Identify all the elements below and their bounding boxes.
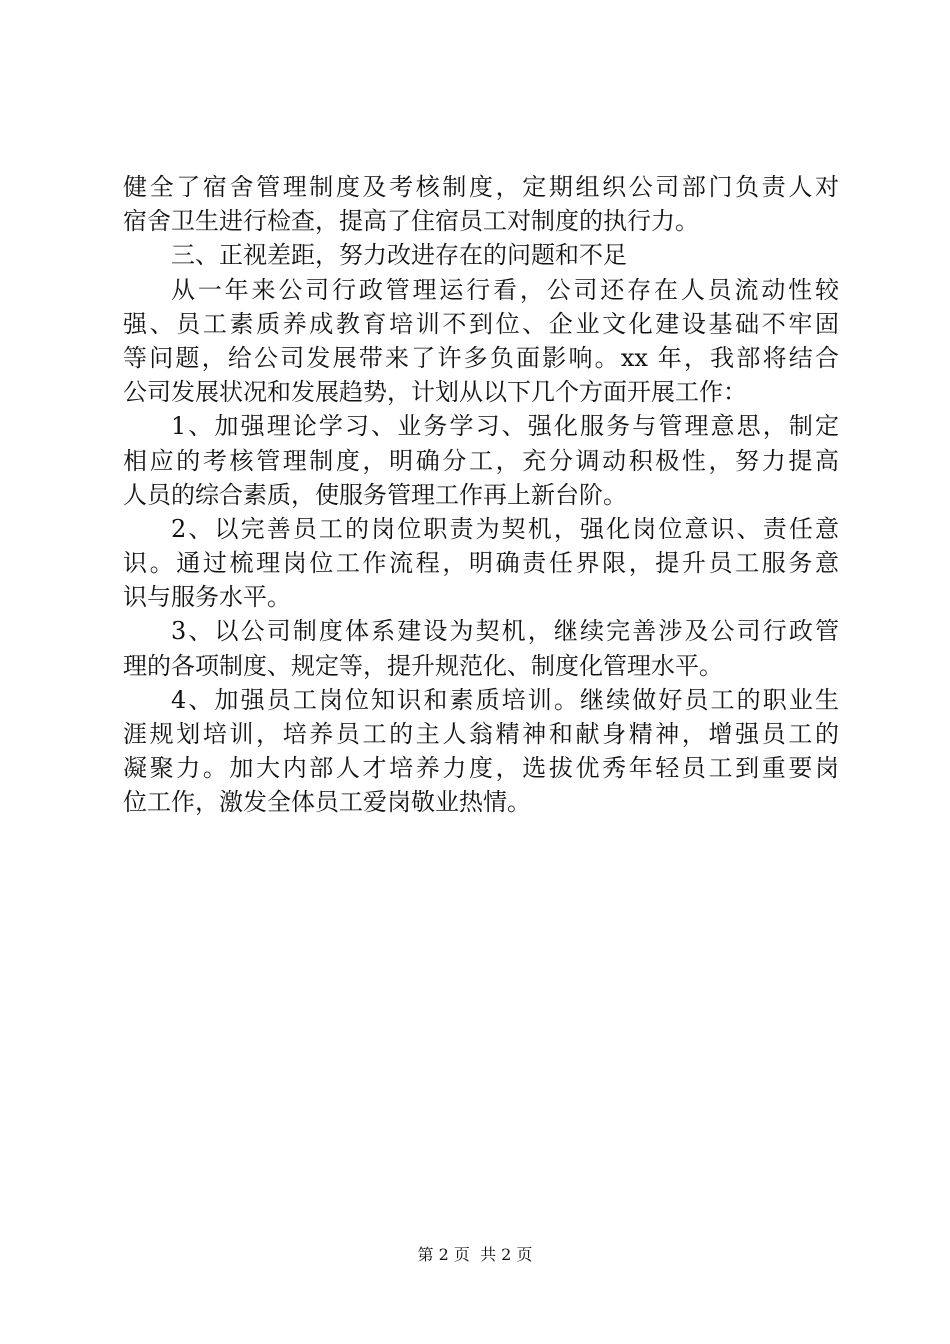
section-heading: 三、正视差距，努力改进存在的问题和不足 [171,241,627,270]
paragraph-line: 等问题，给公司发展带来了许多负面影响。xx 年，我部将结合 [123,343,839,372]
paragraph-line: 健全了宿舍管理制度及考核制度，定期组织公司部门负责人对 [123,173,839,201]
page-number: 第 2 页 共 2 页 [417,1245,533,1264]
paragraph-line: 从一年来公司行政管理运行看，公司还存在人员流动性较 [171,275,839,304]
paragraph-line: 人员的综合素质，使服务管理工作再上新台阶。 [123,480,627,509]
paragraph-line: 位工作，激发全体员工爱岗敬业热情。 [123,788,531,817]
page-footer [0,1244,950,1266]
document-body [123,170,839,820]
paragraph-line: 涯规划培训，培养员工的主人翁精神和献身精神，增强员工的 [123,720,839,748]
paragraph-line: 识与服务水平。 [123,583,291,612]
paragraph-line: 4、加强员工岗位知识和素质培训。继续做好员工的职业生 [171,685,839,714]
paragraph-line: 3、以公司制度体系建设为契机，继续完善涉及公司行政管 [171,617,839,646]
paragraph-line: 强、员工素质养成教育培训不到位、企业文化建设基础不牢固 [123,309,839,338]
paragraph-line: 凝聚力。加大内部人才培养力度，选拔优秀年轻员工到重要岗 [123,754,839,783]
paragraph-line: 理的各项制度、规定等，提升规范化、制度化管理水平。 [123,651,723,680]
paragraph-line: 相应的考核管理制度，明确分工，充分调动积极性，努力提高 [123,446,839,475]
paragraph-line: 1、加强理论学习、业务学习、强化服务与管理意思，制定 [171,412,839,441]
paragraph-line: 宿舍卫生进行检查，提高了住宿员工对制度的执行力。 [123,207,699,236]
paragraph-line: 2、以完善员工的岗位职责为契机，强化岗位意识、责任意 [171,514,839,543]
paragraph-line: 公司发展状况和发展趋势，计划从以下几个方面开展工作： [123,378,747,407]
paragraph-line: 识。通过梳理岗位工作流程，明确责任界限，提升员工服务意 [123,549,839,578]
